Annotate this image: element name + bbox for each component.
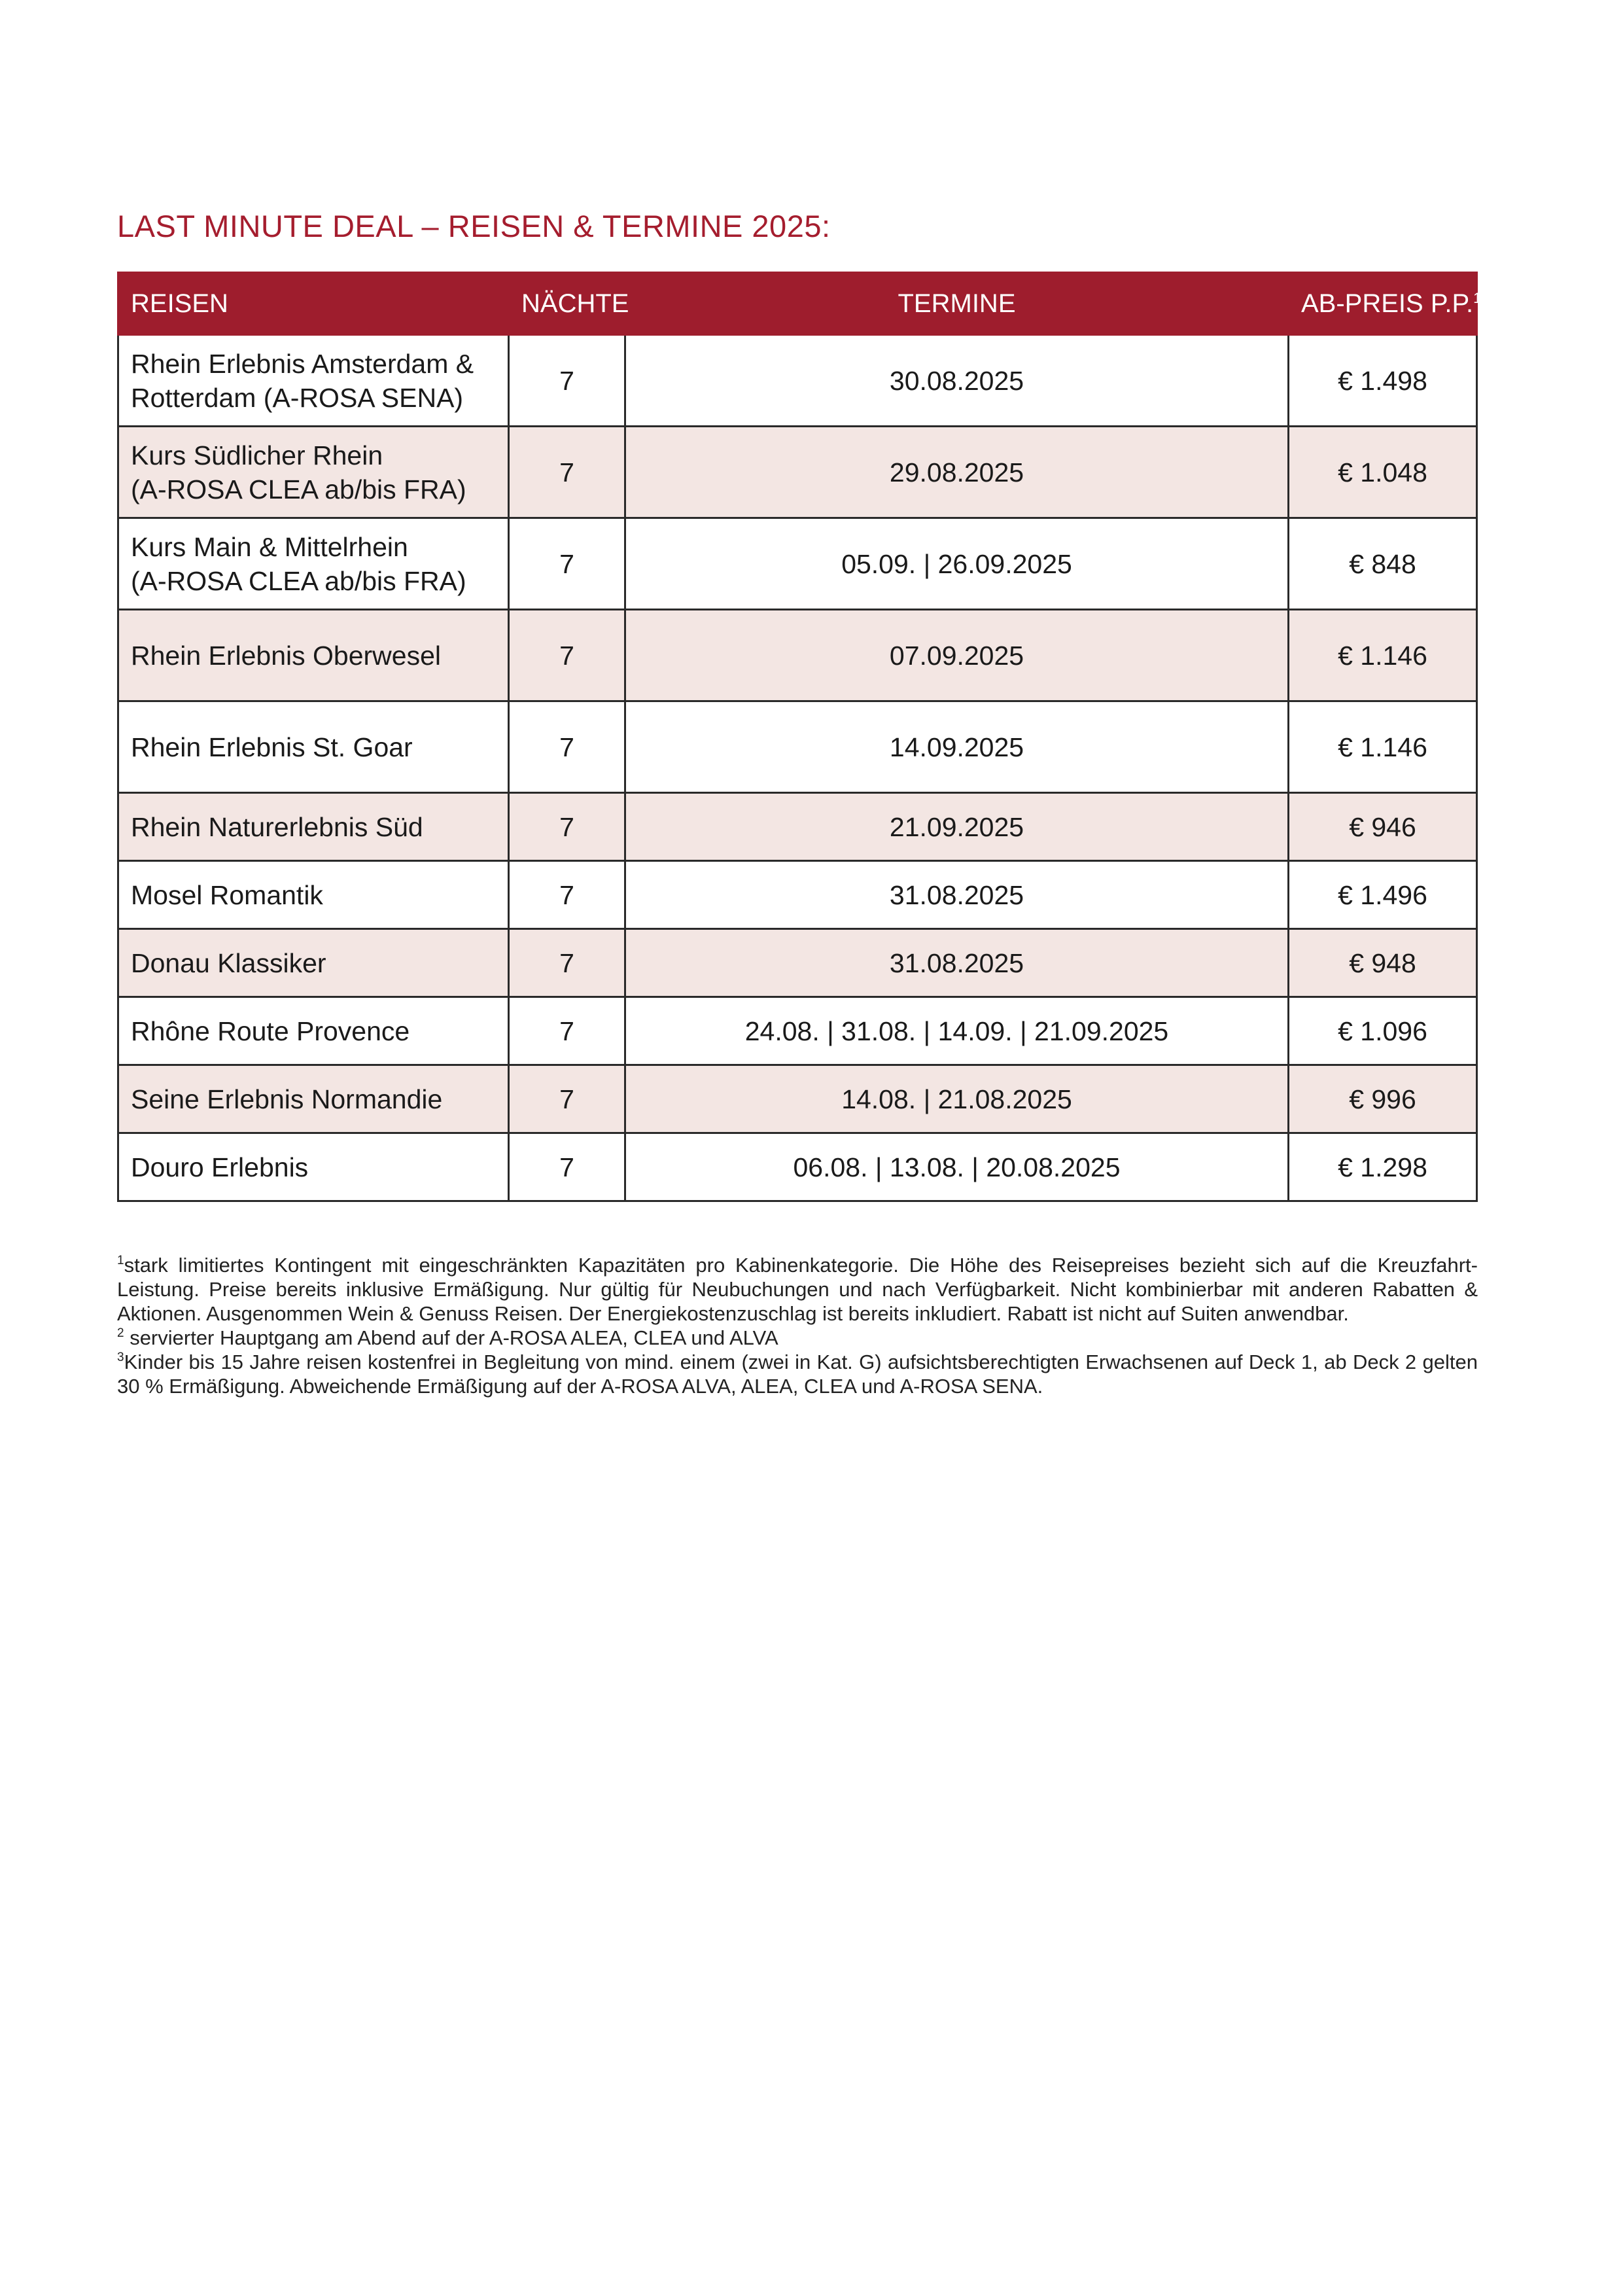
trip-name-line1: Kurs Main & Mittelrhein	[131, 531, 408, 562]
trip-nights: 7	[509, 1133, 625, 1201]
trip-name-line1: Kurs Südlicher Rhein	[131, 440, 383, 470]
table-row	[118, 997, 1477, 1065]
footnote-1-text: stark limitiertes Kontingent mit eingeschränkten Kapazitäten pro Kabinenkategorie. Die Höhe des Reisepreises bezieht sich auf die Kreuzfahrt-Leistung. Preise bereits inklusive Ermäßigung. Nur gültig für Neubuchungen und nach Verfügbarkeit. Nicht kombinierbar mit anderen Rabatten & Aktionen. Ausgenommen Wein & Genuss Reisen. Der Energiekostenzuschlag ist bereits inkludiert. Rabatt ist nicht auf Suiten anwendbar.	[117, 1254, 1478, 1325]
header-preis	[1289, 273, 1482, 335]
trip-name: Rhein Naturerlebnis Süd	[118, 793, 509, 861]
trip-nights: 7	[509, 701, 625, 793]
trip-name-line2: Rotterdam (A-ROSA SENA)	[131, 382, 464, 413]
trip-dates: 31.08.2025	[625, 861, 1289, 929]
header-preis-label: AB-PREIS P.P.	[1301, 289, 1474, 318]
trip-price: € 1.496	[1289, 861, 1477, 929]
trip-dates: 06.08. | 13.08. | 20.08.2025	[625, 1133, 1289, 1201]
trip-price: € 1.048	[1289, 427, 1477, 518]
trip-nights: 7	[509, 929, 625, 997]
table-row	[118, 1065, 1477, 1133]
trip-name	[118, 427, 509, 518]
footnotes	[117, 1253, 1478, 1398]
trip-price: € 1.146	[1289, 610, 1477, 701]
trip-dates: 05.09. | 26.09.2025	[625, 518, 1289, 610]
trip-nights: 7	[509, 610, 625, 701]
table-row	[118, 610, 1477, 701]
footnote-2	[117, 1326, 1478, 1350]
table-row	[118, 793, 1477, 861]
deals-table	[117, 272, 1482, 1202]
table-row	[118, 929, 1477, 997]
trip-name	[118, 518, 509, 610]
trip-name: Rhein Erlebnis Oberwesel	[118, 610, 509, 701]
trip-dates: 29.08.2025	[625, 427, 1289, 518]
trip-dates: 30.08.2025	[625, 335, 1289, 427]
trip-nights: 7	[509, 335, 625, 427]
table-row	[118, 861, 1477, 929]
trip-price: € 996	[1289, 1065, 1477, 1133]
footnote-3-mark: 3	[117, 1351, 124, 1364]
trip-name: Mosel Romantik	[118, 861, 509, 929]
footnote-1	[117, 1253, 1478, 1326]
trip-name-line1: Rhein Erlebnis Amsterdam &	[131, 348, 474, 379]
trip-nights: 7	[509, 997, 625, 1065]
footnote-1-mark: 1	[117, 1254, 124, 1267]
table-row	[118, 518, 1477, 610]
footnote-2-mark: 2	[117, 1326, 124, 1340]
trip-dates: 31.08.2025	[625, 929, 1289, 997]
trip-name: Rhône Route Provence	[118, 997, 509, 1065]
footnote-2-text: servierter Hauptgang am Abend auf der A-ROSA ALEA, CLEA und ALVA	[124, 1326, 778, 1349]
trip-dates: 14.08. | 21.08.2025	[625, 1065, 1289, 1133]
trip-price: € 1.146	[1289, 701, 1477, 793]
trip-price: € 848	[1289, 518, 1477, 610]
trip-dates: 21.09.2025	[625, 793, 1289, 861]
trip-name: Rhein Erlebnis St. Goar	[118, 701, 509, 793]
table-row	[118, 701, 1477, 793]
footnote-3-text: Kinder bis 15 Jahre reisen kostenfrei in Begleitung von mind. einem (zwei in Kat. G) aufsichtsberechtigten Erwachsenen auf Deck 1, ab Deck 2 gelten 30 % Ermäßigung. Abweichende Ermäßigung auf der A-ROSA ALVA, ALEA, CLEA und A-ROSA SENA.	[117, 1351, 1478, 1398]
page-title: LAST MINUTE DEAL – REISEN & TERMINE 2025:	[117, 209, 831, 243]
table-row	[118, 427, 1477, 518]
trip-name: Douro Erlebnis	[118, 1133, 509, 1201]
trip-price: € 1.096	[1289, 997, 1477, 1065]
trip-name-line2: (A-ROSA CLEA ab/bis FRA)	[131, 565, 466, 596]
trip-dates: 07.09.2025	[625, 610, 1289, 701]
header-naechte: NÄCHTE	[509, 273, 625, 335]
trip-name: Donau Klassiker	[118, 929, 509, 997]
trip-name: Seine Erlebnis Normandie	[118, 1065, 509, 1133]
trip-price: € 948	[1289, 929, 1477, 997]
table-row	[118, 335, 1477, 427]
trip-dates: 14.09.2025	[625, 701, 1289, 793]
trip-price: € 946	[1289, 793, 1477, 861]
trip-nights: 7	[509, 1065, 625, 1133]
trip-nights: 7	[509, 861, 625, 929]
trip-nights: 7	[509, 793, 625, 861]
trip-name	[118, 335, 509, 427]
footnote-3	[117, 1350, 1478, 1398]
header-termine: TERMINE	[625, 273, 1289, 335]
header-preis-footnote-mark: 1	[1473, 289, 1482, 306]
trip-nights: 7	[509, 427, 625, 518]
table-row	[118, 1133, 1477, 1201]
trip-price: € 1.298	[1289, 1133, 1477, 1201]
trip-price: € 1.498	[1289, 335, 1477, 427]
trip-nights: 7	[509, 518, 625, 610]
trip-dates: 24.08. | 31.08. | 14.09. | 21.09.2025	[625, 997, 1289, 1065]
header-reisen: REISEN	[118, 273, 509, 335]
trip-name-line2: (A-ROSA CLEA ab/bis FRA)	[131, 474, 466, 504]
table-header-row	[118, 273, 1477, 335]
